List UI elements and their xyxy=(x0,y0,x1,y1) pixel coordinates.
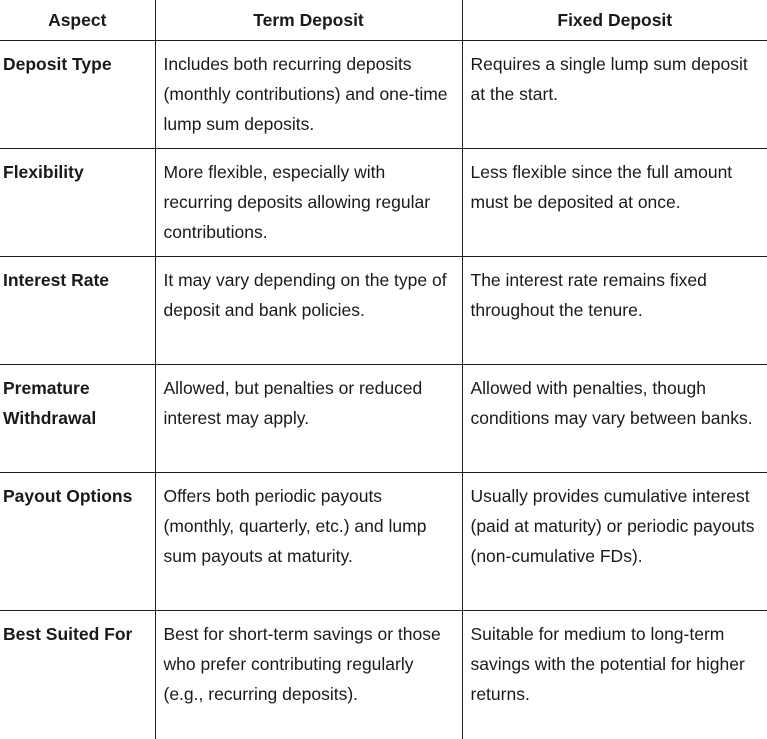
header-aspect: Aspect xyxy=(0,0,155,41)
table-row xyxy=(0,473,767,611)
fixed-deposit-cell: The interest rate remains fixed throughout the tenure. xyxy=(462,257,767,365)
table-row xyxy=(0,41,767,149)
fixed-deposit-cell: Less flexible since the full amount must be deposited at once. xyxy=(462,149,767,257)
aspect-cell: Deposit Type xyxy=(0,41,155,149)
fixed-deposit-cell: Usually provides cumulative interest (paid at maturity) or periodic payouts (non-cumulative FDs). xyxy=(462,473,767,611)
table-row xyxy=(0,149,767,257)
aspect-cell: Premature Withdrawal xyxy=(0,365,155,473)
term-deposit-cell: It may vary depending on the type of deposit and bank policies. xyxy=(155,257,462,365)
fixed-deposit-cell: Requires a single lump sum deposit at the start. xyxy=(462,41,767,149)
table-row xyxy=(0,257,767,365)
aspect-cell: Interest Rate xyxy=(0,257,155,365)
term-deposit-cell: Offers both periodic payouts (monthly, quarterly, etc.) and lump sum payouts at maturity. xyxy=(155,473,462,611)
table-row xyxy=(0,365,767,473)
term-deposit-cell: Includes both recurring deposits (monthly contributions) and one-time lump sum deposits. xyxy=(155,41,462,149)
aspect-cell: Flexibility xyxy=(0,149,155,257)
fixed-deposit-cell: Suitable for medium to long-term savings with the potential for higher returns. xyxy=(462,611,767,739)
term-deposit-cell: More flexible, especially with recurring deposits allowing regular contributions. xyxy=(155,149,462,257)
header-row xyxy=(0,0,767,41)
header-term-deposit: Term Deposit xyxy=(155,0,462,41)
term-deposit-cell: Allowed, but penalties or reduced interest may apply. xyxy=(155,365,462,473)
fixed-deposit-cell: Allowed with penalties, though conditions may vary between banks. xyxy=(462,365,767,473)
aspect-cell: Payout Options xyxy=(0,473,155,611)
table-row xyxy=(0,611,767,739)
header-fixed-deposit: Fixed Deposit xyxy=(462,0,767,41)
aspect-cell: Best Suited For xyxy=(0,611,155,739)
term-deposit-cell: Best for short-term savings or those who prefer contributing regularly (e.g., recurring deposits). xyxy=(155,611,462,739)
